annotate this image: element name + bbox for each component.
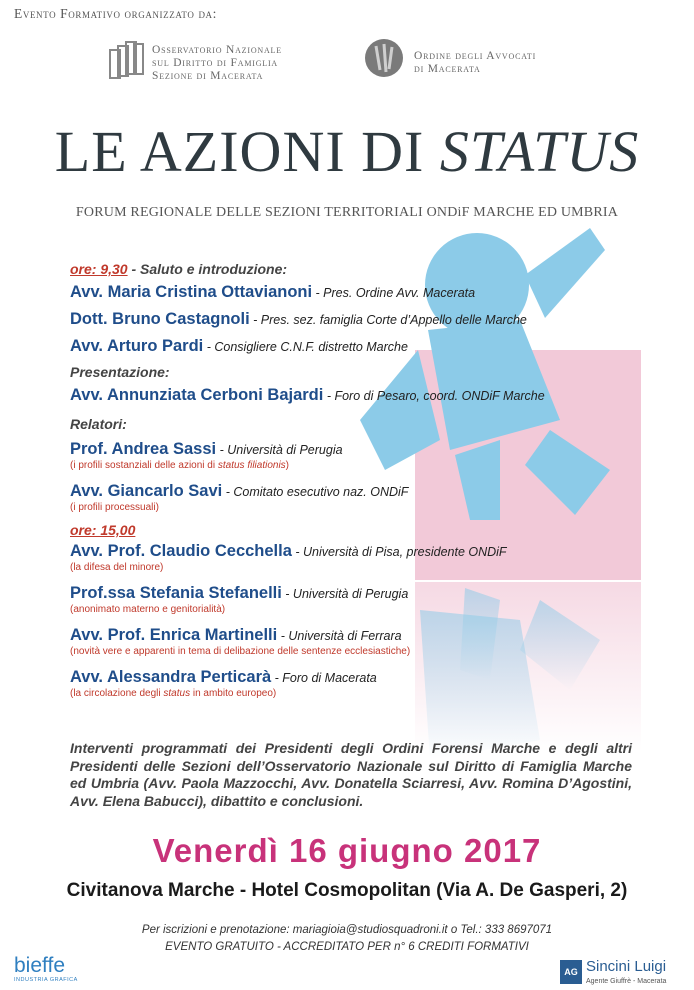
speaker-name: Avv. Maria Cristina Ottavianoni <box>70 283 313 301</box>
registration-info: Per iscrizioni e prenotazione: mariagioia@studiosquadroni.it o Tel.: 333 8697071 <box>141 924 553 936</box>
speaker-name: Avv. Prof. Claudio Cecchella <box>70 542 292 560</box>
topic-text: (la circolazione degli <box>70 688 164 699</box>
program <box>70 260 630 700</box>
speaker-row <box>70 439 630 460</box>
org2-name <box>414 50 536 76</box>
speaker-affiliation: - Foro di Macerata <box>271 671 377 685</box>
speaker-affiliation: - Università di Pisa, presidente ONDiF <box>291 545 507 559</box>
org1-line1: Osservatorio Nazionale <box>152 44 282 56</box>
afternoon-header <box>70 521 630 539</box>
time-afternoon: ore: 15,00 <box>70 522 136 538</box>
speaker-row <box>70 583 630 604</box>
speaker-row <box>70 541 630 562</box>
talk-topic: (novità vere e apparenti in tema di delibazione delle sentenze ecclesiastiche) <box>70 646 411 657</box>
speaker-name: Prof. Andrea Sassi <box>70 440 217 458</box>
talk-topic: (i profili processuali) <box>70 502 159 513</box>
ordine-avvocati-seal-icon <box>364 38 404 78</box>
topic-text: (i profili sostanziali delle azioni di <box>70 460 218 471</box>
speaker-affiliation: - Università di Ferrara <box>277 629 402 643</box>
speaker-name: Dott. Bruno Castagnoli <box>70 310 250 328</box>
speaker-row <box>70 481 630 502</box>
speaker-affiliation: - Università di Perugia <box>216 443 343 457</box>
org1-name <box>152 44 282 83</box>
org1-line2: sul Diritto di Famiglia <box>152 57 279 69</box>
speaker-affiliation: - Pres. Ordine Avv. Macerata <box>312 286 476 300</box>
speaker-row <box>70 667 630 688</box>
speaker-affiliation: - Pres. sez. famiglia Corte d’Appello delle Marche <box>249 313 527 327</box>
org1-line3: Sezione di Macerata <box>152 70 264 82</box>
speaker-name: Avv. Alessandra Perticarà <box>70 668 272 686</box>
presentation-header: Presentazione: <box>70 364 170 380</box>
credits-info: EVENTO GRATUITO - ACCREDITATO PER n° 6 CREDITI FORMATIVI <box>165 941 529 953</box>
speaker-affiliation: - Consigliere C.N.F. distretto Marche <box>203 340 408 354</box>
speaker-name: Avv. Prof. Enrica Martinelli <box>70 626 278 644</box>
speaker-row <box>70 336 630 357</box>
speaker-name: Avv. Annunziata Cerboni Bajardi <box>70 386 324 404</box>
closing-paragraph: Interventi programmati dei Presidenti degli Ordini Forensi Marche e degli altri Presidenti delle Sezioni dell’Osservatorio Nazionale sul Diritto di Famiglia Marche ed Umbria (Avv. Paola Mazzocchi, Avv. Donatella Sciarresi, Avv. Romina D’Agostini, Avv. Elena Babucci), dibattito e conclusioni. <box>70 740 632 809</box>
page-title <box>0 118 694 185</box>
time-morning: ore: 9,30 <box>70 261 128 277</box>
giuffre-badge-icon: AG <box>560 960 582 984</box>
org2-line1: Ordine degli Avvocati <box>414 50 537 62</box>
title-main: LE AZIONI DI <box>54 119 440 184</box>
welcome-label: - Saluto e introduzione: <box>127 261 288 277</box>
sincini-subtitle: Agente Giuffrè - Macerata <box>586 978 667 985</box>
bieffe-subtitle: INDUSTRIA GRAFICA <box>14 977 78 983</box>
talk-topic <box>70 688 630 700</box>
event-venue: Civitanova Marche - Hotel Cosmopolitan (Via A. De Gasperi, 2) <box>66 880 628 901</box>
speaker-affiliation: - Università di Perugia <box>281 587 409 601</box>
organizer-intro: Evento Formativo organizzato da: <box>14 6 217 21</box>
talk-topic <box>70 460 630 472</box>
talk-topic: (la difesa del minore) <box>70 562 164 573</box>
book-stack-logo-icon <box>108 40 146 82</box>
morning-header <box>70 260 630 278</box>
topic-italic: status filiationis <box>217 460 286 471</box>
speaker-name: Avv. Giancarlo Savi <box>70 482 223 500</box>
speaker-row <box>70 625 630 646</box>
org2-line2: di Macerata <box>414 63 481 75</box>
speaker-name: Prof.ssa Stefania Stefanelli <box>70 584 282 602</box>
speaker-affiliation: - Comitato esecutivo naz. ONDiF <box>222 485 409 499</box>
talk-topic: (anonimato materno e genitorialità) <box>70 604 226 615</box>
speakers-header: Relatori: <box>70 416 127 432</box>
sincini-logo: Sincini Luigi <box>586 958 667 975</box>
bieffe-logo: bieffe <box>14 954 65 977</box>
speaker-row <box>70 309 630 330</box>
topic-text: in ambito europeo) <box>190 688 277 699</box>
subtitle: FORUM REGIONALE DELLE SEZIONI TERRITORIALI ONDiF MARCHE ED UMBRIA <box>75 205 619 220</box>
topic-italic: status <box>163 688 191 699</box>
speaker-affiliation: - Foro di Pesaro, coord. ONDiF Marche <box>323 389 545 403</box>
speaker-name: Avv. Arturo Pardi <box>70 337 204 355</box>
event-date: Venerdì 16 giugno 2017 <box>152 832 542 869</box>
speaker-row <box>70 282 630 303</box>
presenter-row <box>70 385 630 406</box>
title-italic: STATUS <box>439 119 640 184</box>
topic-text: ) <box>285 460 290 471</box>
